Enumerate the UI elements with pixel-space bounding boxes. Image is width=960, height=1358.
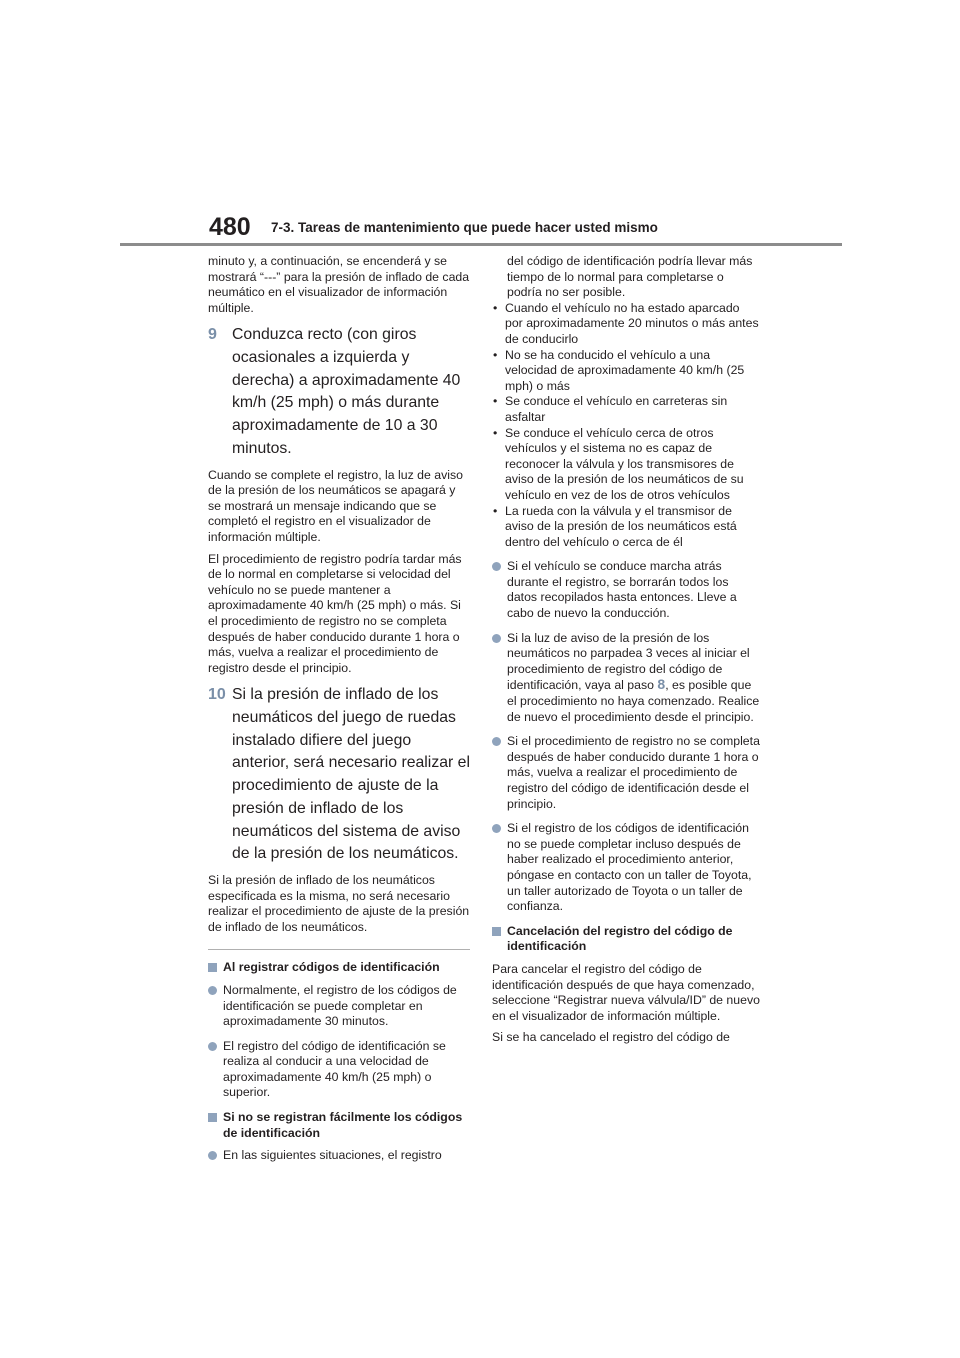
circle-bullet-icon [208,1042,217,1051]
step-10 [208,684,470,866]
pressure-same-paragraph: Si la presión de inflado de los neumáticos especificada es la misma, no será necesario realizar el procedimiento de ajuste de la presión de inflado de los neumáticos. [208,872,470,934]
bullet-icon: • [493,503,498,518]
circle-bullet-icon [208,986,217,995]
list-item [492,301,760,348]
section-divider [208,949,470,950]
list-item [492,394,760,425]
list-item-text-cont: , es posible que el procedimiento no haya comenzado. Realice de nuevo el procedimiento desde el principio. [507,678,760,724]
list-item-text: Cuando el vehículo no ha estado aparcado por aproximadamente 20 minutos o más antes de conducirlo [505,300,759,346]
circle-bullet-icon [208,1151,217,1160]
list-item-text: Se conduce el vehículo en carreteras sin asfaltar [505,394,728,424]
bullet-icon: • [493,394,498,409]
list-item [492,631,760,726]
step-9 [208,324,470,460]
situations-list [492,301,760,551]
list-item-text: Se conduce el vehículo cerca de otros vehículos y el sistema no es capaz de reconocer la válvula y los transmisores de aviso de la presión de los neumáticos de su vehículo en vez de los de otros vehículos [505,425,744,502]
cancel-paragraph: Para cancelar el registro del código de identificación después de que haya comenzado, seleccione “Registrar nueva válvula/ID” de nuevo en el visualizador de información múltiple. [492,961,760,1023]
circle-bullet-icon [492,824,501,833]
bullet-icon: • [493,300,498,315]
list-item [492,348,760,395]
list-item-text: Si el vehículo se conduce marcha atrás durante el registro, se borrarán todos los datos recopilados hasta entonces. Lleve a cabo de nuevo la conducción. [507,559,737,621]
circle-bullet-icon [492,737,501,746]
list-item [492,734,760,812]
section-heading-registering-ids [208,960,470,976]
list-item-text: Normalmente, el registro de los códigos de identificación se puede completar en aproximadamente 30 minutos. [223,982,457,1029]
list-item-text: No se ha conducido el vehículo a una velocidad de aproximadamente 40 km/h (25 mph) o más [505,347,745,393]
section-heading-cancel-registration [492,924,760,955]
header-divider [120,243,842,246]
list-item [208,1148,470,1164]
list-item [492,426,760,504]
bullet-icon: • [493,347,498,362]
step-9-number: 9 [208,326,217,344]
continued-paragraph: del código de identificación podría llevar más tiempo de lo normal para completarse o podría no ser posible. [507,254,753,300]
cancelled-paragraph: Si se ha cancelado el registro del código de [492,1030,730,1045]
list-item-text: Si el registro de los códigos de identificación no se puede completar incluso después de haber realizado el procedimiento anterior, póngase en contacto con un taller de Toyota, un taller autorizado de Toyota o un taller de confianza. [507,821,752,914]
section-heading-text: Cancelación del registro del código de identificación [507,923,733,954]
registration-complete-paragraph: Cuando se complete el registro, la luz de aviso de la presión de los neumáticos se apagará y se mostrará un mensaje indicando que se completó el registro en el visualizador de información múltiple. [208,467,463,544]
page-number: 480 [209,213,251,241]
circle-bullet-icon [492,562,501,571]
section-heading-not-registered [208,1110,470,1141]
registration-delay-paragraph: El procedimiento de registro podría tardar más de lo normal en completarse si velocidad del vehículo no se puede mantener a aproximadamente 40 km/h (25 mph) o más. Si el procedimiento de registro no se completa después de haber conducido durante 1 hora o más, vuelva a realizar el procedimiento de registro desde el principio. [208,551,462,675]
list-item [492,504,760,551]
circle-bullet-icon [492,634,501,643]
list-item [208,983,470,1030]
list-item [492,821,760,915]
step-9-text: Conduzca recto (con giros ocasionales a izquierda y derecha) a aproximadamente 40 km/h (25 mph) o más durante aproximadamente de 10 a 30 minutos. [232,326,461,457]
right-column [492,254,760,1052]
bullet-icon: • [493,425,498,440]
left-column [208,254,470,1173]
list-item [492,559,760,621]
step-reference: 8 [657,676,666,693]
list-item [208,1039,470,1101]
intro-paragraph: minuto y, a continuación, se encenderá y se mostrará “---” para la presión de inflado de cada neumático en el visualizador de información múltiple. [208,254,470,315]
square-bullet-icon [208,963,217,972]
section-heading-text: Al registrar códigos de identificación [223,960,440,975]
list-item-text: En las siguientes situaciones, el registro [223,1148,442,1163]
list-item-text: El registro del código de identificación se realiza al conducir a una velocidad de aproximadamente 40 km/h (25 mph) o superior. [223,1038,446,1100]
square-bullet-icon [208,1113,217,1122]
list-item-text: La rueda con la válvula y el transmisor de aviso de la presión de los neumáticos está dentro del vehículo o cerca de él [505,503,737,549]
step-10-number: 10 [208,686,226,704]
section-heading-text: Si no se registran fácilmente los códigos de identificación [223,1110,463,1140]
list-item-text: Si el procedimiento de registro no se completa después de haber conducido durante 1 hora o más, vuelva a realizar el procedimiento de registro del código de identificación desde el principio. [507,734,760,811]
step-10-text: Si la presión de inflado de los neumáticos del juego de ruedas instalado difiere del juego anterior, será necesario realizar el procedimiento de ajuste de la presión de inflado de los neumáticos del sistema de aviso de la presión de los neumáticos. [232,686,470,863]
section-header-title: 7-3. Tareas de mantenimiento que puede hacer usted mismo [271,220,658,235]
list-item-text: Si la luz de aviso de la presión de los neumáticos no parpadea 3 veces al iniciar el procedimiento de registro del código de identificación, vaya al paso [507,630,750,693]
square-bullet-icon [492,927,501,936]
